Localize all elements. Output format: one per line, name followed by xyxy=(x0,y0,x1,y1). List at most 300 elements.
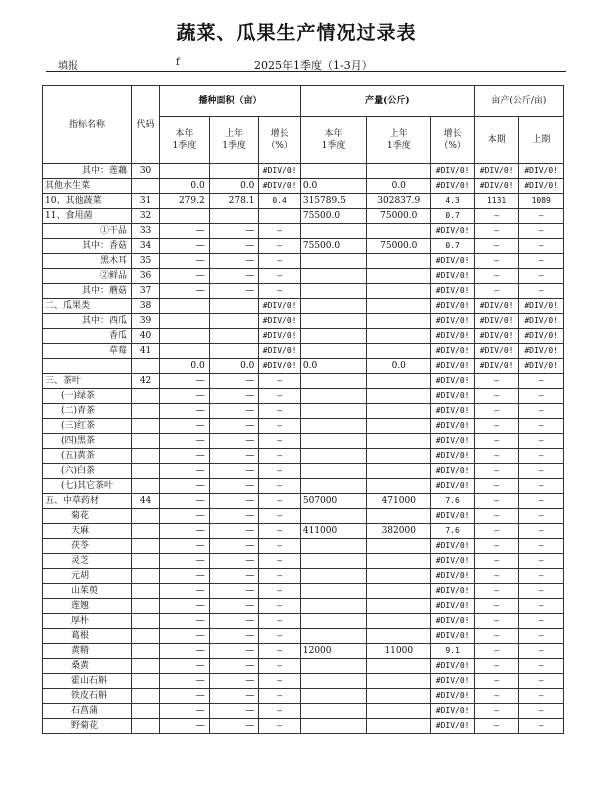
header-yield-last: 上期 xyxy=(519,117,564,164)
cell-y2: — xyxy=(519,254,564,269)
cell-name xyxy=(43,359,132,374)
cell-a3: — xyxy=(259,614,300,629)
cell-p3: #DIV/0! xyxy=(431,584,475,599)
cell-name: 莲翘 xyxy=(43,599,132,614)
cell-code xyxy=(132,389,160,404)
cell-p3: #DIV/0! xyxy=(431,284,475,299)
cell-y1: — xyxy=(474,404,519,419)
cell-name: 霍山石斛 xyxy=(43,674,132,689)
cell-p2 xyxy=(367,554,431,569)
cell-name: 草莓 xyxy=(43,344,132,359)
cell-a2: — xyxy=(209,629,259,644)
table-row xyxy=(43,524,564,539)
cell-a2: — xyxy=(209,419,259,434)
cell-y2: — xyxy=(519,389,564,404)
cell-p2 xyxy=(367,329,431,344)
cell-a3: — xyxy=(259,389,300,404)
cell-p1 xyxy=(300,614,366,629)
cell-a3: — xyxy=(259,644,300,659)
cell-code xyxy=(132,554,160,569)
cell-name: 铁皮石斛 xyxy=(43,689,132,704)
cell-a1: — xyxy=(160,719,210,734)
cell-a2: — xyxy=(209,449,259,464)
cell-p2 xyxy=(367,449,431,464)
cell-a1: — xyxy=(160,494,210,509)
cell-code xyxy=(132,719,160,734)
cell-code: 37 xyxy=(132,284,160,299)
cell-code xyxy=(132,449,160,464)
cell-y2: — xyxy=(519,374,564,389)
cell-p2 xyxy=(367,509,431,524)
cell-y2: — xyxy=(519,284,564,299)
cell-p2 xyxy=(367,389,431,404)
cell-y2: — xyxy=(519,554,564,569)
header-output-growth: 增长 （%） xyxy=(431,117,475,164)
cell-p2: 302837.9 xyxy=(367,194,431,209)
table-row xyxy=(43,284,564,299)
cell-y2: — xyxy=(519,509,564,524)
header-output-this: 本年 1季度 xyxy=(300,117,366,164)
cell-p1: 411000 xyxy=(300,524,366,539)
cell-p3: 4.3 xyxy=(431,194,475,209)
cell-y1: — xyxy=(474,374,519,389)
cell-p1 xyxy=(300,254,366,269)
table-row xyxy=(43,434,564,449)
table-row xyxy=(43,554,564,569)
cell-p3: #DIV/0! xyxy=(431,434,475,449)
cell-a2: — xyxy=(209,704,259,719)
cell-a3: — xyxy=(259,599,300,614)
table-row xyxy=(43,314,564,329)
cell-y1: — xyxy=(474,584,519,599)
cell-p1 xyxy=(300,719,366,734)
cell-a2: — xyxy=(209,599,259,614)
header-area-growth: 增长 （%） xyxy=(259,117,300,164)
cell-p1 xyxy=(300,329,366,344)
header-output: 产量(公斤) xyxy=(300,86,474,117)
cell-y2: #DIV/0! xyxy=(519,329,564,344)
cell-p2 xyxy=(367,659,431,674)
cell-a3: — xyxy=(259,629,300,644)
cell-p3: #DIV/0! xyxy=(431,299,475,314)
cell-p2 xyxy=(367,164,431,179)
cell-name: 黄精 xyxy=(43,644,132,659)
cell-a3: — xyxy=(259,674,300,689)
cell-name: 野菊花 xyxy=(43,719,132,734)
cell-name: 11、食用菌 xyxy=(43,209,132,224)
cell-code xyxy=(132,464,160,479)
cell-a2: — xyxy=(209,389,259,404)
cell-a3: — xyxy=(259,254,300,269)
cell-a3: #DIV/0! xyxy=(259,164,300,179)
cell-p1 xyxy=(300,389,366,404)
cell-name: (五)黄茶 xyxy=(43,449,132,464)
cell-name: 元胡 xyxy=(43,569,132,584)
cell-p1 xyxy=(300,434,366,449)
cell-p3: #DIV/0! xyxy=(431,179,475,194)
header-area-this: 本年 1季度 xyxy=(160,117,210,164)
cell-a3: — xyxy=(259,449,300,464)
cell-a3: — xyxy=(259,539,300,554)
cell-y2: — xyxy=(519,479,564,494)
header-yield-this: 本期 xyxy=(474,117,519,164)
cell-a3: — xyxy=(259,584,300,599)
cell-a2: — xyxy=(209,239,259,254)
cell-a2: — xyxy=(209,284,259,299)
cell-p3: #DIV/0! xyxy=(431,704,475,719)
cell-p2: 75000.0 xyxy=(367,239,431,254)
cell-y1: — xyxy=(474,674,519,689)
cell-code xyxy=(132,689,160,704)
cell-p1 xyxy=(300,374,366,389)
underline xyxy=(46,71,566,72)
cell-a1: — xyxy=(160,584,210,599)
cell-a2: — xyxy=(209,719,259,734)
cell-p2 xyxy=(367,674,431,689)
cell-y2: — xyxy=(519,404,564,419)
cell-p1 xyxy=(300,659,366,674)
cell-name: (六)白茶 xyxy=(43,464,132,479)
cell-a1: — xyxy=(160,434,210,449)
cell-name: (一)绿茶 xyxy=(43,389,132,404)
cell-a1: — xyxy=(160,554,210,569)
cell-a2: — xyxy=(209,539,259,554)
cell-name: 其中：蘑菇 xyxy=(43,284,132,299)
header-name: 指标名称 xyxy=(43,86,132,164)
cell-code xyxy=(132,419,160,434)
cell-name: 山茱萸 xyxy=(43,584,132,599)
cell-name: 黑木耳 xyxy=(43,254,132,269)
cell-y1: — xyxy=(474,419,519,434)
cell-code: 38 xyxy=(132,299,160,314)
cell-y2: — xyxy=(519,659,564,674)
cell-a3: — xyxy=(259,689,300,704)
cell-a2: — xyxy=(209,689,259,704)
cell-code xyxy=(132,539,160,554)
cell-name: 茯苓 xyxy=(43,539,132,554)
cell-y2: #DIV/0! xyxy=(519,299,564,314)
table-row xyxy=(43,329,564,344)
cell-y2: — xyxy=(519,584,564,599)
cell-a3: #DIV/0! xyxy=(259,179,300,194)
table-row xyxy=(43,374,564,389)
cell-a2: — xyxy=(209,434,259,449)
cell-y1: #DIV/0! xyxy=(474,329,519,344)
cell-code xyxy=(132,674,160,689)
header-area-last: 上年 1季度 xyxy=(209,117,259,164)
cell-a2: — xyxy=(209,269,259,284)
cell-a1: — xyxy=(160,404,210,419)
cell-y1: — xyxy=(474,659,519,674)
cell-a3: — xyxy=(259,704,300,719)
cell-p2 xyxy=(367,629,431,644)
cell-name: 三、茶叶 xyxy=(43,374,132,389)
cell-p3: #DIV/0! xyxy=(431,224,475,239)
cell-a2: — xyxy=(209,464,259,479)
cell-p3: 7.6 xyxy=(431,524,475,539)
cell-p1 xyxy=(300,224,366,239)
header-code: 代码 xyxy=(132,86,160,164)
cell-a1: — xyxy=(160,239,210,254)
cell-p3: #DIV/0! xyxy=(431,479,475,494)
cell-a1: — xyxy=(160,374,210,389)
cell-p1 xyxy=(300,509,366,524)
table-row xyxy=(43,494,564,509)
cell-y1: — xyxy=(474,599,519,614)
cell-a2: — xyxy=(209,509,259,524)
cell-y1: #DIV/0! xyxy=(474,344,519,359)
cell-a1: — xyxy=(160,569,210,584)
cell-code xyxy=(132,659,160,674)
cell-a3: #DIV/0! xyxy=(259,329,300,344)
table-row xyxy=(43,704,564,719)
cell-y1: — xyxy=(474,434,519,449)
cell-a3: #DIV/0! xyxy=(259,344,300,359)
cell-y1: #DIV/0! xyxy=(474,359,519,374)
cell-a3: — xyxy=(259,284,300,299)
table-row xyxy=(43,404,564,419)
cell-code xyxy=(132,434,160,449)
table-row xyxy=(43,194,564,209)
cell-a2: — xyxy=(209,374,259,389)
cell-p2: 0.0 xyxy=(367,179,431,194)
cell-p1: 507000 xyxy=(300,494,366,509)
cell-p3: #DIV/0! xyxy=(431,344,475,359)
cell-code xyxy=(132,524,160,539)
cell-y1: — xyxy=(474,509,519,524)
cell-code: 42 xyxy=(132,374,160,389)
cell-y1: — xyxy=(474,719,519,734)
cell-name: (二)青茶 xyxy=(43,404,132,419)
cell-code: 36 xyxy=(132,269,160,284)
cell-p3: #DIV/0! xyxy=(431,374,475,389)
table-row xyxy=(43,209,564,224)
cell-a1 xyxy=(160,209,210,224)
cell-y1: — xyxy=(474,464,519,479)
cell-p1: 75500.0 xyxy=(300,209,366,224)
cell-code xyxy=(132,584,160,599)
cell-y2: — xyxy=(519,614,564,629)
cell-a2 xyxy=(209,329,259,344)
cell-name: 厚朴 xyxy=(43,614,132,629)
cell-code xyxy=(132,599,160,614)
cell-a1: — xyxy=(160,539,210,554)
cell-p2 xyxy=(367,419,431,434)
cell-p3: #DIV/0! xyxy=(431,659,475,674)
header-area: 播种面积（亩） xyxy=(160,86,301,117)
cell-p2 xyxy=(367,539,431,554)
cell-name: 二、瓜果类 xyxy=(43,299,132,314)
cell-name: 葛根 xyxy=(43,629,132,644)
cell-y2: — xyxy=(519,719,564,734)
cell-p1: 12000 xyxy=(300,644,366,659)
cell-y1: — xyxy=(474,539,519,554)
cell-y2: — xyxy=(519,269,564,284)
cell-name: 五、中草药材 xyxy=(43,494,132,509)
table-row xyxy=(43,674,564,689)
cell-a3: #DIV/0! xyxy=(259,359,300,374)
cell-p3: #DIV/0! xyxy=(431,419,475,434)
cell-p1: 315789.5 xyxy=(300,194,366,209)
cell-a3: — xyxy=(259,269,300,284)
cell-a2: — xyxy=(209,224,259,239)
cell-y2: #DIV/0! xyxy=(519,314,564,329)
cell-y2: — xyxy=(519,464,564,479)
cell-y2: — xyxy=(519,494,564,509)
cell-a3: — xyxy=(259,509,300,524)
cell-a1: — xyxy=(160,524,210,539)
cell-code xyxy=(132,479,160,494)
table-row xyxy=(43,179,564,194)
cell-a2: 0.0 xyxy=(209,179,259,194)
cell-a3: — xyxy=(259,434,300,449)
header-yield: 亩产(公斤/亩) xyxy=(474,86,563,117)
cell-y2: — xyxy=(519,224,564,239)
table-row xyxy=(43,239,564,254)
table-row xyxy=(43,299,564,314)
cell-p2 xyxy=(367,704,431,719)
cell-a1: — xyxy=(160,689,210,704)
cell-p2 xyxy=(367,434,431,449)
cell-code: 35 xyxy=(132,254,160,269)
cell-y1: #DIV/0! xyxy=(474,299,519,314)
cell-p1 xyxy=(300,314,366,329)
cell-a2: — xyxy=(209,674,259,689)
cell-p1 xyxy=(300,419,366,434)
cell-p2 xyxy=(367,599,431,614)
cell-p2 xyxy=(367,344,431,359)
cell-name: ①干品 xyxy=(43,224,132,239)
cell-code: 30 xyxy=(132,164,160,179)
cell-p3: #DIV/0! xyxy=(431,689,475,704)
cell-a3: — xyxy=(259,374,300,389)
cell-y1: — xyxy=(474,224,519,239)
table-row xyxy=(43,449,564,464)
cell-name: 香瓜 xyxy=(43,329,132,344)
cell-p3: #DIV/0! xyxy=(431,674,475,689)
cell-a1: — xyxy=(160,254,210,269)
cell-p1: 0.0 xyxy=(300,359,366,374)
table-row xyxy=(43,254,564,269)
cell-a2: — xyxy=(209,524,259,539)
cell-p3: #DIV/0! xyxy=(431,389,475,404)
table-row xyxy=(43,464,564,479)
cell-a1: — xyxy=(160,704,210,719)
cell-a1: — xyxy=(160,464,210,479)
cell-p2 xyxy=(367,404,431,419)
cell-code xyxy=(132,704,160,719)
table-row xyxy=(43,509,564,524)
cell-a1: — xyxy=(160,644,210,659)
cell-p1 xyxy=(300,554,366,569)
cell-name: (三)红茶 xyxy=(43,419,132,434)
cell-a2: — xyxy=(209,554,259,569)
cell-a3 xyxy=(259,209,300,224)
cell-code: 31 xyxy=(132,194,160,209)
cell-y2: #DIV/0! xyxy=(519,179,564,194)
cell-a3: — xyxy=(259,719,300,734)
cell-p2: 0.0 xyxy=(367,359,431,374)
cell-code: 40 xyxy=(132,329,160,344)
cell-a1: — xyxy=(160,674,210,689)
table-row xyxy=(43,659,564,674)
cell-a2: — xyxy=(209,404,259,419)
cell-p1: 0.0 xyxy=(300,179,366,194)
cell-y1: 1131 xyxy=(474,194,519,209)
cell-p3: 0.7 xyxy=(431,209,475,224)
cell-p3: #DIV/0! xyxy=(431,314,475,329)
cell-y1: — xyxy=(474,554,519,569)
cell-y2: — xyxy=(519,644,564,659)
cell-y1: — xyxy=(474,614,519,629)
table-row xyxy=(43,629,564,644)
cell-y1: — xyxy=(474,269,519,284)
cell-p1 xyxy=(300,599,366,614)
cell-y2: #DIV/0! xyxy=(519,344,564,359)
cell-p2: 471000 xyxy=(367,494,431,509)
cell-name: 其他水生菜 xyxy=(43,179,132,194)
cell-a3: — xyxy=(259,404,300,419)
cell-a1: — xyxy=(160,269,210,284)
cell-a3: — xyxy=(259,494,300,509)
table-row xyxy=(43,389,564,404)
cell-code xyxy=(132,569,160,584)
cell-a2: — xyxy=(209,644,259,659)
cell-a3: — xyxy=(259,239,300,254)
cell-p3: #DIV/0! xyxy=(431,404,475,419)
cell-code: 34 xyxy=(132,239,160,254)
cell-a3: — xyxy=(259,464,300,479)
cell-p1 xyxy=(300,674,366,689)
cell-a1: — xyxy=(160,479,210,494)
cell-p3: 7.6 xyxy=(431,494,475,509)
cell-a2: 278.1 xyxy=(209,194,259,209)
cell-p1 xyxy=(300,164,366,179)
cell-p2: 11000 xyxy=(367,644,431,659)
cell-p2 xyxy=(367,269,431,284)
cell-p3: #DIV/0! xyxy=(431,569,475,584)
cell-a2: — xyxy=(209,254,259,269)
cell-p2 xyxy=(367,299,431,314)
cell-a1: — xyxy=(160,629,210,644)
table-row xyxy=(43,539,564,554)
cell-a1: 0.0 xyxy=(160,179,210,194)
cell-p3: #DIV/0! xyxy=(431,254,475,269)
cell-y2: — xyxy=(519,539,564,554)
cell-code xyxy=(132,509,160,524)
cell-p1 xyxy=(300,479,366,494)
table-row xyxy=(43,719,564,734)
cell-name: 灵芝 xyxy=(43,554,132,569)
cell-y1: — xyxy=(474,449,519,464)
cell-p2 xyxy=(367,569,431,584)
cell-p3: #DIV/0! xyxy=(431,269,475,284)
cell-a2 xyxy=(209,344,259,359)
cell-y2: — xyxy=(519,209,564,224)
cell-p2 xyxy=(367,254,431,269)
cell-code xyxy=(132,179,160,194)
cell-p1 xyxy=(300,464,366,479)
cell-p3: #DIV/0! xyxy=(431,614,475,629)
table-row xyxy=(43,419,564,434)
cell-name: 其中：莲藕 xyxy=(43,164,132,179)
cell-code: 39 xyxy=(132,314,160,329)
cell-p1 xyxy=(300,449,366,464)
table-row xyxy=(43,584,564,599)
cell-p2 xyxy=(367,614,431,629)
fill-value: f xyxy=(176,57,180,68)
cell-p2 xyxy=(367,584,431,599)
